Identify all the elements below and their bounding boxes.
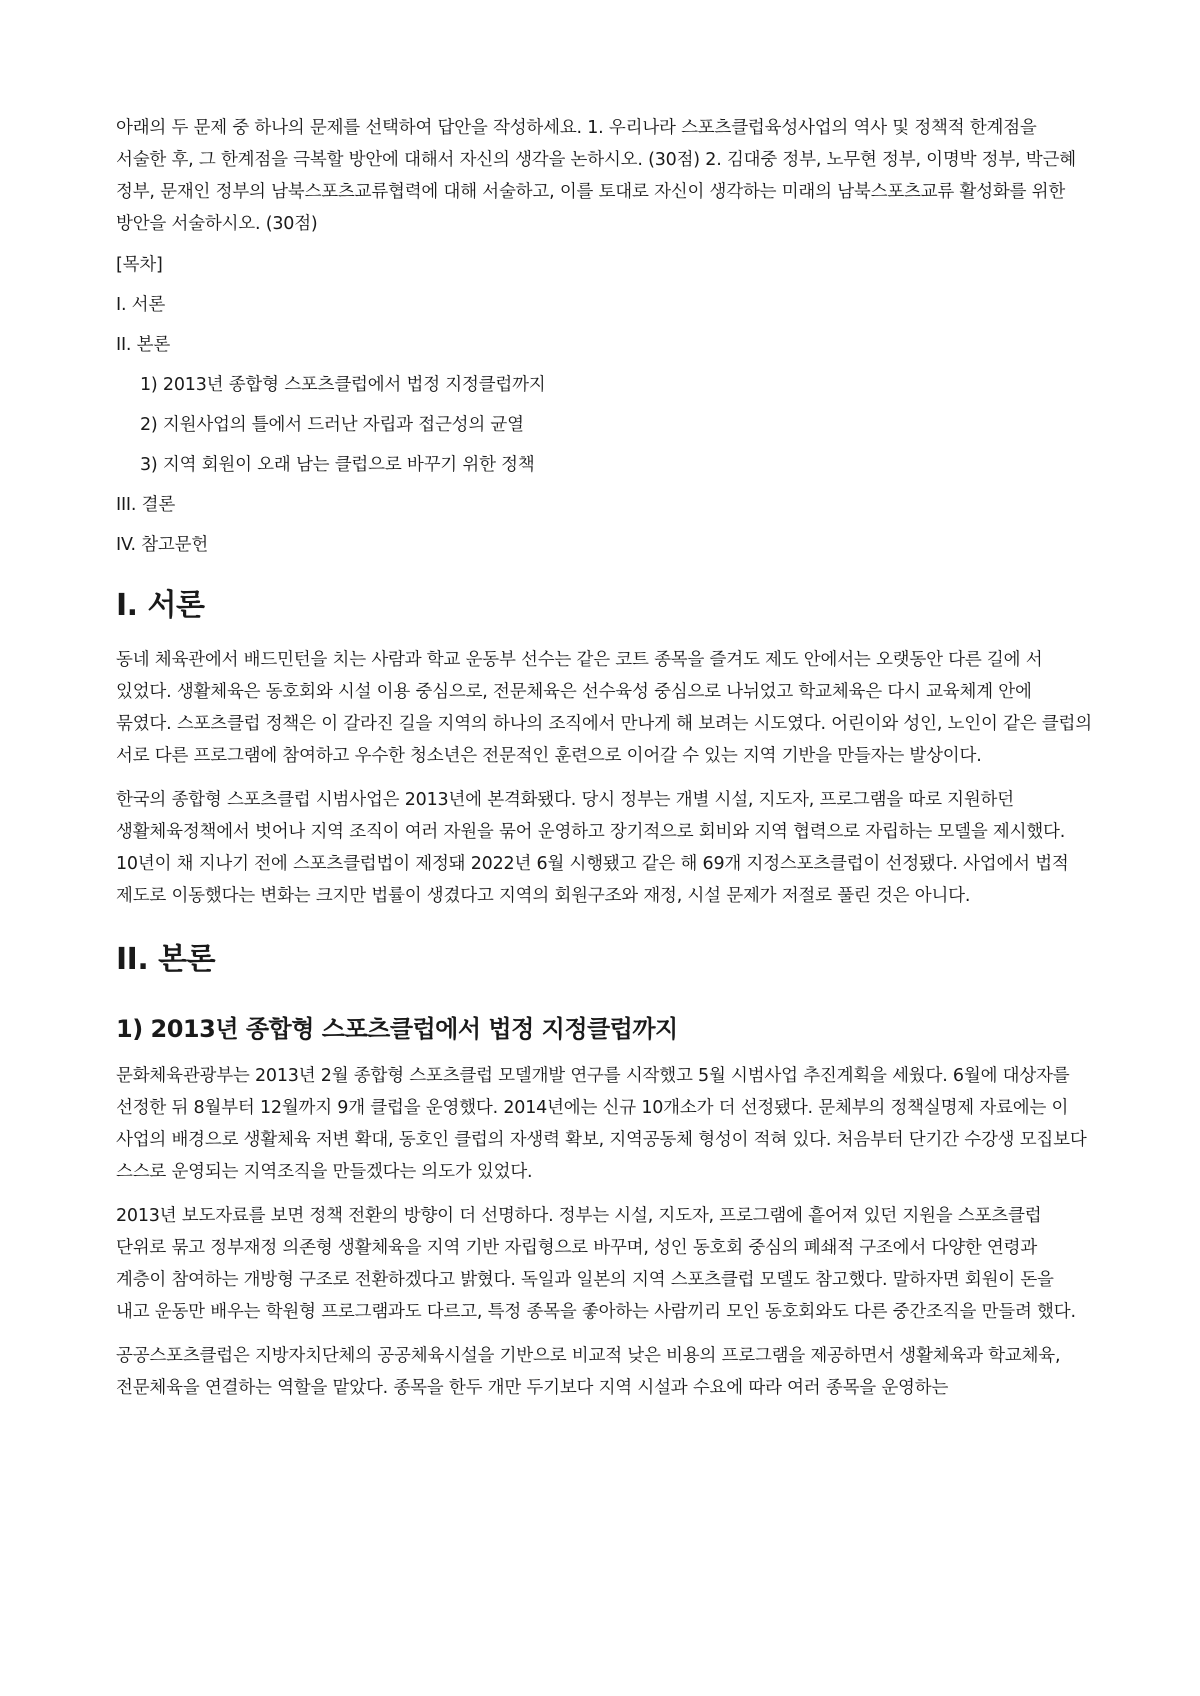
section-heading-intro: I. 서론 [116, 588, 205, 623]
body-paragraph: 2013년 보도자료를 보면 정책 전환의 방향이 더 선명하다. 정부는 시설, 지도자, 프로그램에 흩어져 있던 지원을 스포츠클럽 단위로 묶고 정부재정 의존형 생활체육을 지역 기반 자립형으로 바꾸며, 성인 동호회 중심의 폐쇄적 구조에서 다양한 연령과 계층이 참여하는 개방형 구조로 전환하겠다고 밝혔다. 독일과 일본의 지역 스포츠클럽 모델도 참고했다. 말하자면 회원이 돈을 내고 운동만 배우는 학원형 프로그램과도 다르고, 특정 종목을 좋아하는 사람끼리 모인 동호회와도 다른 중간조직을 만들려 했다. [116, 1206, 1076, 1322]
section-heading-body: II. 본론 [116, 942, 216, 977]
toc-item: I. 서론 [116, 295, 166, 315]
toc-item: IV. 참고문헌 [116, 535, 209, 555]
toc-title: [목차] [116, 255, 163, 275]
toc-item: III. 결론 [116, 495, 176, 515]
body-paragraph: 공공스포츠클럽은 지방자치단체의 공공체육시설을 기반으로 비교적 낮은 비용의 프로그램을 제공하면서 생활체육과 학교체육, 전문체육을 연결하는 역할을 맡았다. 종목을 한두 개만 두기보다 지역 시설과 수요에 따라 여러 종목을 운영하는 [116, 1346, 1061, 1398]
body-paragraph: 동네 체육관에서 배드민턴을 치는 사람과 학교 운동부 선수는 같은 코트 종목을 즐겨도 제도 안에서는 오랫동안 다른 길에 서 있었다. 생활체육은 동호회와 시설 이용 중심으로, 전문체육은 선수육성 중심으로 나뉘었고 학교체육은 다시 교육체계 안에 묶였다. 스포츠클럽 정책은 이 갈라진 길을 지역의 하나의 조직에서 만나게 해 보려는 시도였다. 어린이와 성인, 노인이 같은 클럽의 서로 다른 프로그램에 참여하고 우수한 청소년은 전문적인 훈련으로 이어갈 수 있는 지역 기반을 만들자는 발상이다. [116, 650, 1092, 766]
body-paragraph: 문화체육관광부는 2013년 2월 종합형 스포츠클럽 모델개발 연구를 시작했고 5월 시범사업 추진계획을 세웠다. 6월에 대상자를 선정한 뒤 8월부터 12월까지 9개 클럽을 운영했다. 2014년에는 신규 10개소가 더 선정됐다. 문체부의 정책실명제 자료에는 이 사업의 배경으로 생활체육 저변 확대, 동호인 클럽의 자생력 확보, 지역공동체 형성이 적혀 있다. 처음부터 단기간 수강생 모집보다 스스로 운영되는 지역조직을 만들겠다는 의도가 있었다. [116, 1066, 1087, 1182]
assignment-prompt: 아래의 두 문제 중 하나의 문제를 선택하여 답안을 작성하세요. 1. 우리나라 스포츠클럽육성사업의 역사 및 정책적 한계점을 서술한 후, 그 한계점을 극복할 방안에 대해서 자신의 생각을 논하시오. (30점) 2. 김대중 정부, 노무현 정부, 이명박 정부, 박근혜 정부, 문재인 정부의 남북스포츠교류협력에 대해 서술하고, 이를 토대로 자신이 생각하는 미래의 남북스포츠교류 활성화를 위한 방안을 서술하시오. (30점) [116, 118, 1076, 234]
toc-item: II. 본론 [116, 335, 171, 355]
toc-subitem: 1) 2013년 종합형 스포츠클럽에서 법정 지정클럽까지 [140, 375, 546, 395]
toc-subitem: 2) 지원사업의 틀에서 드러난 자립과 접근성의 균열 [140, 415, 524, 435]
subsection-heading: 1) 2013년 종합형 스포츠클럽에서 법정 지정클럽까지 [116, 1015, 678, 1043]
toc-subitem: 3) 지역 회원이 오래 남는 클럽으로 바꾸기 위한 정책 [140, 455, 535, 475]
table-of-contents [116, 252, 1092, 558]
body-paragraph: 한국의 종합형 스포츠클럽 시범사업은 2013년에 본격화됐다. 당시 정부는 개별 시설, 지도자, 프로그램을 따로 지원하던 생활체육정책에서 벗어나 지역 조직이 여러 자원을 묶어 운영하고 장기적으로 회비와 지역 협력으로 자립하는 모델을 제시했다. 10년이 채 지나기 전에 스포츠클럽법이 제정돼 2022년 6월 시행됐고 같은 해 69개 지정스포츠클럽이 선정됐다. 사업에서 법적 제도로 이동했다는 변화는 크지만 법률이 생겼다고 지역의 회원구조와 재정, 시설 문제가 저절로 풀린 것은 아니다. [116, 790, 1069, 906]
